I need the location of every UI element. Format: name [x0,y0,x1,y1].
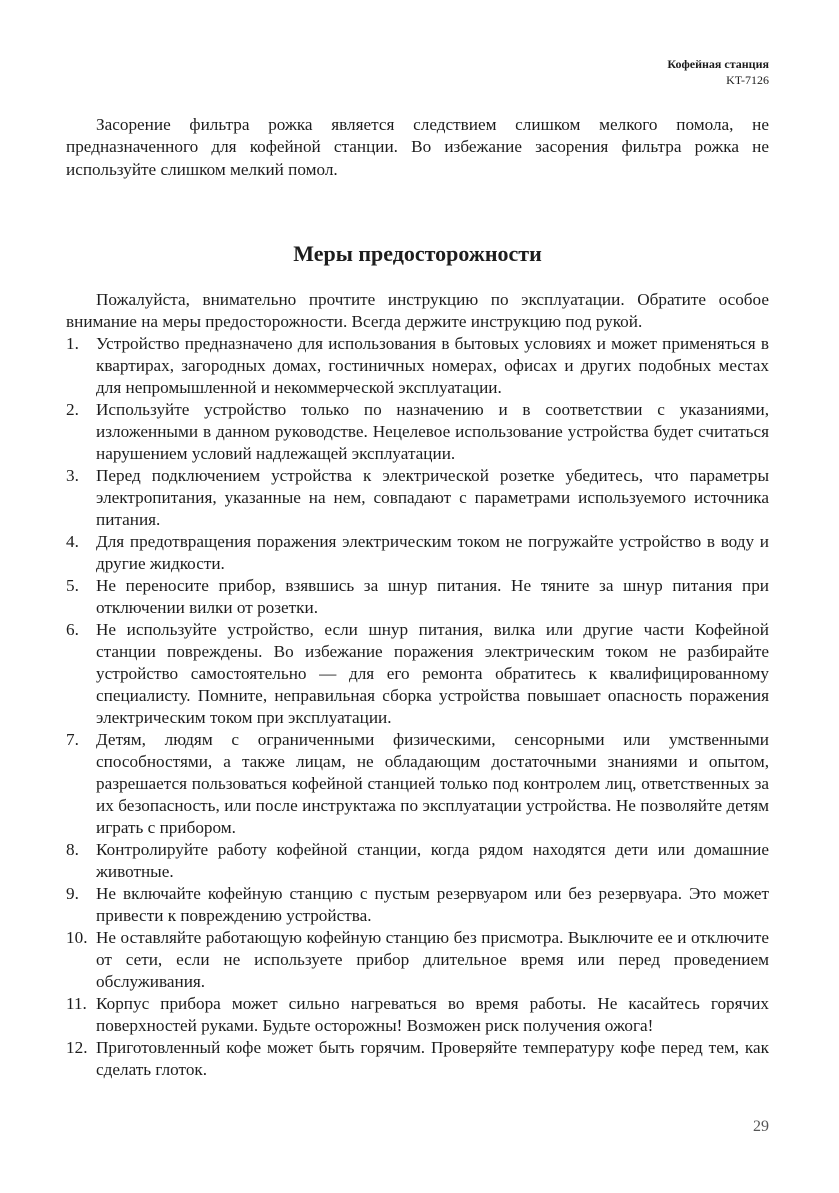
item-number: 2. [66,400,79,419]
list-item [66,619,769,729]
section-lead-paragraph: Пожалуйста, внимательно прочтите инструкцию по эксплуатации. Обратите особое внимание на меры предосторожности. Всегда держите инструкцию под рукой. [66,290,769,331]
list-item [66,1037,769,1081]
item-text: Не оставляйте работающую кофейную станцию без присмотра. Выключите ее и отключите от сети, если не используете прибор длительное время или перед проведением обслуживания. [96,928,769,991]
list-item [66,927,769,993]
list-item [66,575,769,619]
item-text: Не используйте устройство, если шнур питания, вилка или другие части Кофейной станции повреждены. Во избежание поражения электрическим током не разбирайте устройство самостоятельно — для его ремонта обратитесь к квалифицированному специалисту. Помните, неправильная сборка устройства повышает опасность поражения электрическим током при эксплуатации. [96,620,769,727]
item-text: Используйте устройство только по назначению и в соответствии с указаниями, изложенными в данном руководстве. Нецелевое использование устройства будет считаться нарушением условий надлежащей эксплуатации. [96,400,769,463]
item-text: Для предотвращения поражения электрическим током не погружайте устройство в воду и другие жидкости. [96,532,769,573]
item-text: Детям, людям с ограниченными физическими, сенсорными или умственными способностями, а также лицам, не обладающим достаточными знаниями и опытом, разрешается пользоваться кофейной станцией только под контролем лиц, ответственных за их безопасность, или после инструктажа по эксплуатации устройства. Не позволяйте детям играть с прибором. [96,730,769,837]
list-item [66,333,769,399]
item-text: Не включайте кофейную станцию с пустым резервуаром или без резервуара. Это может привести к повреждению устройства. [96,884,769,925]
list-item [66,993,769,1037]
item-text: Корпус прибора может сильно нагреваться во время работы. Не касайтесь горячих поверхностей руками. Будьте осторожны! Возможен риск получения ожога! [96,994,769,1035]
item-number: 4. [66,532,79,551]
list-item [66,399,769,465]
section-title: Меры предосторожности [293,241,542,266]
running-header [667,56,769,88]
item-text: Не переносите прибор, взявшись за шнур питания. Не тяните за шнур питания при отключении вилки от розетки. [96,576,769,617]
list-item [66,531,769,575]
item-number: 12. [66,1038,88,1057]
item-text: Перед подключением устройства к электрической розетке убедитесь, что параметры электропитания, указанные на нем, совпадают с параметрами используемого источника питания. [96,466,769,529]
list-item [66,839,769,883]
header-product-name: Кофейная станция [667,57,769,71]
item-number: 6. [66,620,79,639]
item-number: 9. [66,884,79,903]
intro-paragraph: Засорение фильтра рожка является следствием слишком мелкого помола, не предназначенного для кофейной станции. Во избежание засорения фильтра рожка не используйте слишком мелкий помол. [66,115,769,179]
item-number: 7. [66,730,79,749]
item-number: 10. [66,928,88,947]
item-number: 11. [66,994,87,1013]
item-number: 1. [66,334,79,353]
item-number: 3. [66,466,79,485]
header-model-number: KT-7126 [726,73,769,87]
page-number: 29 [753,1118,769,1135]
list-item [66,729,769,839]
precautions-list [66,333,769,1081]
list-item [66,465,769,531]
list-item [66,883,769,927]
item-text: Устройство предназначено для использования в бытовых условиях и может применяться в квартирах, загородных домах, гостиничных номерах, офисах и других подобных местах для непромышленной и некоммерческой эксплуатации. [96,334,769,397]
item-text: Контролируйте работу кофейной станции, когда рядом находятся дети или домашние животные. [96,840,769,881]
item-number: 5. [66,576,79,595]
item-text: Приготовленный кофе может быть горячим. Проверяйте температуру кофе перед тем, как сделать глоток. [96,1038,769,1079]
item-number: 8. [66,840,79,859]
